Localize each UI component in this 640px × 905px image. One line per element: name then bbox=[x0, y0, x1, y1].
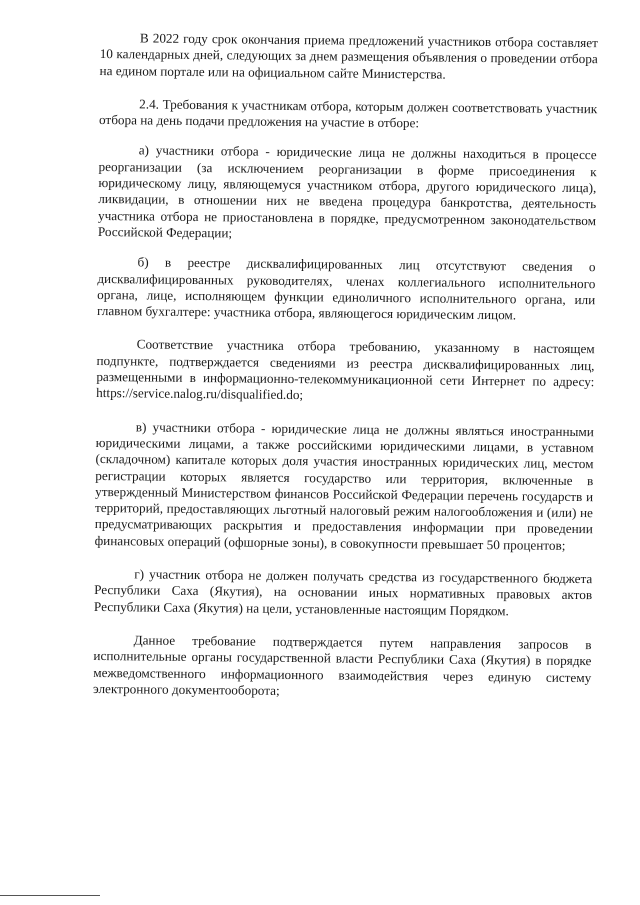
paragraph-requirement-a: а) участники отбора - юридические лица не должны находиться в процессе реорганизации (за исключением реорганизации в форме присоединения к юридическому лицу, являющемуся участником отбора, другого юридического лица), ликвидации, в отношении них не введена процедура банкротства, деятельность участника отбора не приостановлена в порядке, предусмотренном законодательством Российской Федерации; bbox=[97, 142, 597, 241]
paragraph-requirement-b: б) в реестре дисквалифицированных лиц отсутствуют сведения о дисквалифицированных руководителях, членах коллегиального исполнительного органа, лице, исполняющем функции единоличного исполнительного органа, или главном бухгалтере: участника отбора, являющегося юридическим лицом. bbox=[96, 254, 596, 323]
paragraph-requirement-v: в) участники отбора - юридические лица не должны являться иностранными юридическими лицами, а также российскими юридическими лицами, в уставном (складочном) капитале которых доля участия иностранных юридических лиц, местом регистрации которых является государство или территория, включенные в утвержденный Министерством финансов Российской Федерации перечень государств и территорий, предоставляющих льготный налоговый режим налогообложения и (или) не предусматривающих раскрытия и предоставления информации при проведении финансовых операций (офшорные зоны), в совокупности превышает 50 процентов; bbox=[94, 419, 594, 553]
paragraph-submission-deadline: В 2022 году срок окончания приема предложений участников отбора составляет 10 календарных дней, следующих за днем размещения объявления о проведении отбора на едином портале или на официальном сайте Министерства. bbox=[99, 30, 598, 82]
paragraph-requirement-g: г) участник отбора не должен получать средства из государственного бюджета Республики Саха (Якутия), на основании иных нормативных правовых актов Республики Саха (Якутия) на цели, установленные настоящим Порядком. bbox=[93, 566, 593, 618]
paragraph-section-2-4-heading: 2.4. Требования к участникам отбора, которым должен соответствовать участник отбора на день подачи предложения на участие в отборе: bbox=[98, 96, 598, 131]
document-body bbox=[93, 30, 598, 702]
footer-divider bbox=[0, 895, 100, 896]
paragraph-requirement-b-confirmation: Соответствие участника отбора требованию, указанному в настоящем подпункте, подтверждается сведениями из реестра дисквалифицированных лиц, размещенными в информационно-телекоммуникационной сети Интернет по адресу: https://service.nalog.ru/disqualified.do; bbox=[96, 336, 595, 403]
paragraph-requirement-g-confirmation: Данное требование подтверждается путем направления запросов в исполнительные органы государственной власти Республики Саха (Якутия) в порядке межведомственного информационного взаимодействия через единую систему электронного документооборота; bbox=[93, 632, 592, 698]
